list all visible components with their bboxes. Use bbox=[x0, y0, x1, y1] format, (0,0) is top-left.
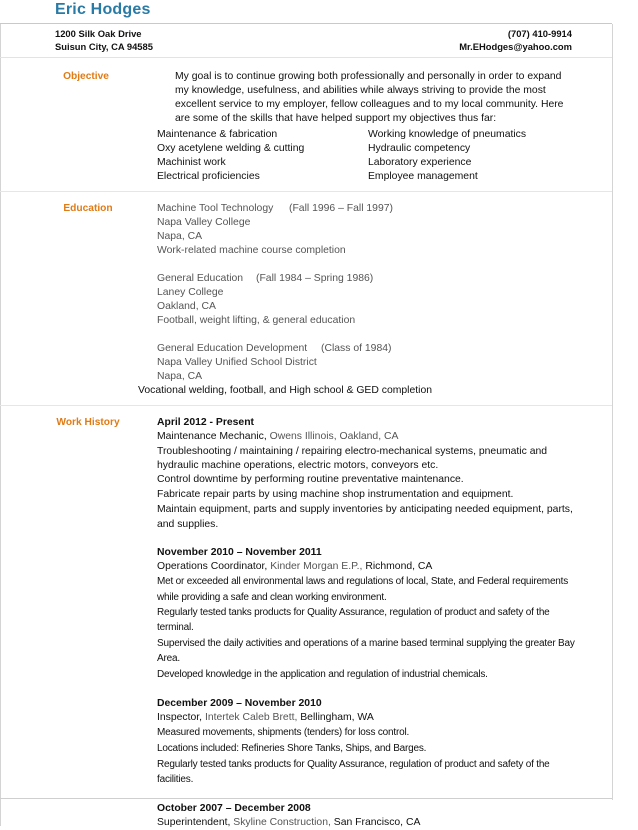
skill-item: Machinist work bbox=[157, 157, 226, 168]
job-duty: and supplies. bbox=[157, 519, 219, 530]
job-dates: April 2012 - Present bbox=[157, 417, 255, 428]
education-program: Machine Tool Technology bbox=[157, 203, 274, 214]
skill-item: Hydraulic competency bbox=[368, 143, 471, 154]
job-duty: Met or exceeded all environmental laws and regulations of local, State, and Federal requirements bbox=[157, 576, 569, 587]
address-line-2: Suisun City, CA 94585 bbox=[55, 41, 153, 52]
education-program: General Education Development bbox=[157, 343, 308, 354]
job-duty: Supervised the daily activities and operations of a marine based terminal supplying the greater Bay bbox=[157, 638, 575, 649]
job-duty: terminal. bbox=[157, 622, 194, 633]
address-block bbox=[55, 27, 153, 53]
job-company: Kinder Morgan E.P., bbox=[270, 561, 363, 572]
education-dates: (Fall 1996 – Fall 1997) bbox=[289, 203, 393, 214]
section-label-education: Education bbox=[63, 203, 113, 214]
job-duty: while providing a safe and clean working environment. bbox=[157, 592, 387, 603]
objective-line: are some of the skills that have helped support my objectives thus far: bbox=[175, 113, 497, 124]
education-school: Napa Valley College bbox=[157, 217, 251, 228]
skill-item: Working knowledge of pneumatics bbox=[368, 129, 527, 140]
job-title: Operations Coordinator, bbox=[157, 561, 268, 572]
skill-item: Electrical proficiencies bbox=[157, 171, 260, 182]
education-program: General Education bbox=[157, 273, 244, 284]
job-duty: Locations included: Refineries Shore Tanks, Ships, and Barges. bbox=[157, 743, 427, 754]
contact-divider bbox=[0, 57, 612, 58]
job-duty: Fabricate repair parts by using machine shop instrumentation and equipment. bbox=[157, 489, 514, 500]
job-duty: facilities. bbox=[157, 774, 194, 785]
page-break-rule bbox=[0, 798, 612, 799]
job-title: Maintenance Mechanic, bbox=[157, 431, 267, 442]
section-divider bbox=[0, 191, 612, 192]
education-school: Napa Valley Unified School District bbox=[157, 357, 317, 368]
education-dates: (Fall 1984 – Spring 1986) bbox=[256, 273, 374, 284]
job-dates: December 2009 – November 2010 bbox=[157, 698, 322, 709]
education-location: Napa, CA bbox=[157, 371, 203, 382]
job-location: Bellingham, WA bbox=[300, 712, 374, 723]
job-title-line bbox=[157, 711, 374, 725]
job-duty: Troubleshooting / maintaining / repairing electro-mechanical systems, pneumatic and bbox=[157, 446, 548, 457]
objective-line: my knowledge, usefulness, and abilities while always striving to provide the most bbox=[175, 85, 546, 96]
job-title: Inspector, bbox=[157, 712, 203, 723]
education-note: Vocational welding, football, and High school & GED completion bbox=[138, 385, 432, 396]
job-title-line bbox=[157, 560, 432, 574]
candidate-name: Eric Hodges bbox=[55, 1, 151, 18]
education-dates: (Class of 1984) bbox=[321, 343, 392, 354]
section-label-objective: Objective bbox=[63, 71, 109, 82]
page-border-right bbox=[612, 24, 613, 800]
job-duty: Area. bbox=[157, 653, 180, 664]
job-title: Superintendent, bbox=[157, 817, 231, 828]
job-duty: Regularly tested tanks products for Quality Assurance, regulation of product and safety of the bbox=[157, 607, 550, 618]
header-divider bbox=[0, 23, 612, 24]
section-divider bbox=[0, 405, 612, 406]
education-location: Oakland, CA bbox=[157, 301, 216, 312]
job-duty: Regularly tested tanks products for Quality Assurance, regulation of product and safety of the bbox=[157, 759, 550, 770]
job-duty: Control downtime by performing routine preventative maintenance. bbox=[157, 474, 464, 485]
phone-number: (707) 410-9914 bbox=[507, 28, 572, 39]
job-duty: Measured movements, shipments (tenders) for loss control. bbox=[157, 727, 410, 738]
education-note: Work-related machine course completion bbox=[157, 245, 346, 256]
job-duty: Developed knowledge in the application and regulation of industrial chemicals. bbox=[157, 669, 488, 680]
skill-item: Maintenance & fabrication bbox=[157, 129, 278, 140]
skill-item: Laboratory experience bbox=[368, 157, 472, 168]
job-location: San Francisco, CA bbox=[333, 817, 421, 828]
job-duty: hydraulic machine operations, electric motors, conveyors etc. bbox=[157, 460, 439, 471]
education-location: Napa, CA bbox=[157, 231, 203, 242]
objective-line: My goal is to continue growing both professionally and personally in order to expand bbox=[175, 71, 562, 82]
contact-block bbox=[459, 27, 572, 53]
section-label-work-history: Work History bbox=[56, 417, 120, 428]
job-title-line bbox=[157, 430, 398, 444]
skill-item: Employee management bbox=[368, 171, 478, 182]
job-title-line bbox=[157, 816, 420, 830]
job-company: Owens Illinois, Oakland, CA bbox=[269, 431, 399, 442]
education-school: Laney College bbox=[157, 287, 224, 298]
email-address[interactable]: Mr.EHodges@yahoo.com bbox=[459, 41, 572, 52]
job-dates: October 2007 – December 2008 bbox=[157, 803, 311, 814]
job-company: Intertek Caleb Brett, bbox=[204, 712, 298, 723]
job-dates: November 2010 – November 2011 bbox=[157, 547, 322, 558]
objective-line: excellent service to my employer, fellow colleagues and to my local community. Here bbox=[175, 99, 564, 110]
address-line-1: 1200 Silk Oak Drive bbox=[55, 28, 142, 39]
page-border-left bbox=[0, 24, 1, 826]
job-location: Richmond, CA bbox=[365, 561, 433, 572]
skill-item: Oxy acetylene welding & cutting bbox=[157, 143, 305, 154]
job-company: Skyline Construction, bbox=[233, 817, 331, 828]
education-note: Football, weight lifting, & general education bbox=[157, 315, 356, 326]
job-duty: Maintain equipment, parts and supply inventories by anticipating needed equipment, parts, bbox=[157, 504, 573, 515]
